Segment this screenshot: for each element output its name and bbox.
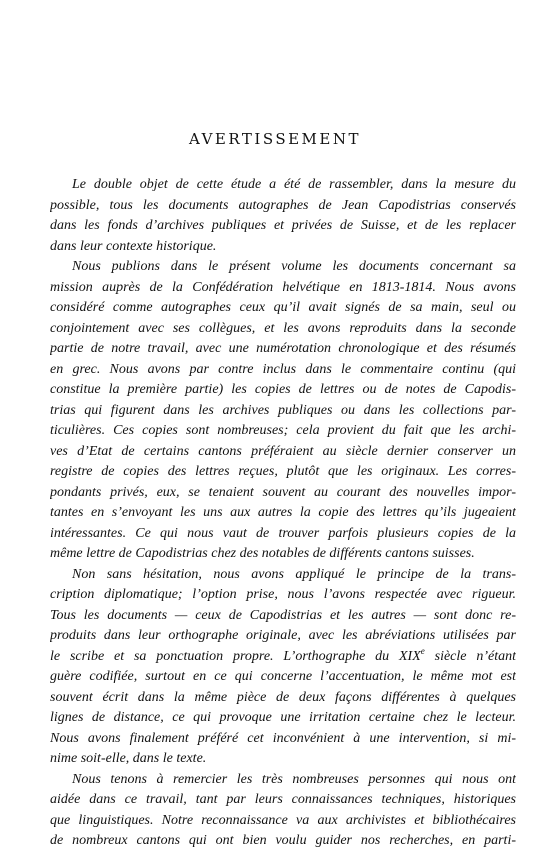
text-line: ticulières. Ces copies sont nombreuses; cela provient du fait que les archi- [50,423,516,438]
text-line: Tous les documents — ceux de Capodistrias et les autres — sont donc re- [50,607,516,623]
paragraph-1 [50,175,516,257]
text-line: constitue la première partie) les copies de lettres ou de notes de Capodis- [50,382,516,397]
text-line: trias qui figurent dans les archives publiques ou dans les collections par- [50,402,516,418]
text-line: souvent écrit dans la même pièce de deux façons différentes à quelques [50,689,516,705]
text-line: registre de copies des lettres reçues, plutôt que les originaux. Les corres- [50,464,516,479]
text-line: intéressantes. Ce qui nous vaut de trouver parfois plusieurs copies de la [50,525,516,541]
text-line-with-superscript [50,647,516,668]
page-heading: AVERTISSEMENT [188,130,361,148]
text-line: cription diplomatique; l’option prise, nous l’avons respectée avec rigueur. [50,587,516,602]
superscript: e [420,646,425,656]
text-line: ves d’Etat de certains cantons préféraient au siècle dernier conserver un [50,443,516,459]
text-line: aidée dans ce travail, tant par leurs connaissances techniques, historiques [50,792,516,807]
text-line: Le double objet de cette étude a été de rassembler, dans la mesure du [72,177,516,192]
text-line: en grec. Nous avons par contre inclus dans le commentaire continu (qui [50,361,516,377]
text-line: dans leur contexte historique. [50,238,217,254]
text-line: Non sans hésitation, nous avons appliqué le principe de la trans- [72,566,516,582]
text-line: Nous publions dans le présent volume les documents concernant sa [72,259,516,274]
text-line: tantes en s’envoyant les uns aux autres la copie des lettres qu’ils jugeaient [50,505,516,520]
text-line: dans les fonds d’archives publiques et privées de Suisse, et de les replacer [50,218,516,233]
text-line: Nous tenons à remercier les très nombreuses personnes qui nous ont [72,771,516,787]
text-line: partie de notre travail, avec une numérotation chronologique et des résumés [50,341,516,356]
text-line: Nous avons finalement préféré cet inconvénient à une intervention, si mi- [50,730,516,746]
paragraph-2 [50,257,516,565]
text-line: guère codifiée, surtout en ce qui concerne l’accentuation, le même mot est [50,669,516,684]
text-line: mission auprès de la Confédération helvétique en 1813-1814. Nous avons [50,279,516,295]
text-line: pondants privés, eux, se tenaient souvent au courant des nouvelles impor- [50,484,516,500]
text-line: produits dans leur orthographe originale, avec les abréviations utilisées par [50,628,516,643]
text-line: considéré comme autographes ceux qu’il avait signés de sa main, seul ou [50,300,516,315]
text-line: lignes de distance, ce qui provoque une irritation certaine chez le lecteur. [50,710,516,725]
text-line: même lettre de Capodistrias chez des notables de différents cantons suisses. [50,546,475,561]
paragraph-3 [50,565,516,770]
text-line: possible, tous les documents autographes de Jean Capodistrias conservés [50,197,516,213]
text-line: conjointement avec ses collègues, et les avons reproduits dans la seconde [50,320,516,336]
paragraph-4 [50,770,516,852]
body-text [50,175,516,852]
text-line: de nombreux cantons qui ont bien voulu guider nos recherches, en parti- [50,833,516,848]
text-segment: le scribe et sa ponctuation propre. L’orthographe du XIX [50,648,421,664]
text-line: que linguistiques. Notre reconnaissance va aux archivistes et bibliothécaires [50,812,516,828]
text-segment: siècle n’étant [424,648,516,664]
text-line: nime soit-elle, dans le texte. [50,751,207,766]
